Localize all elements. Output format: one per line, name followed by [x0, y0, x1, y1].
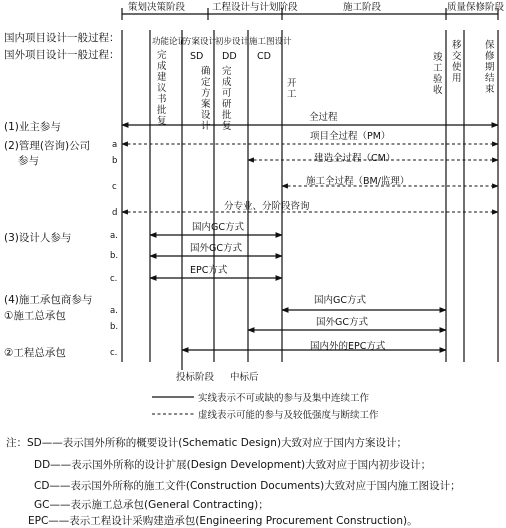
row-letter: b.	[110, 251, 119, 261]
legend-dashed-text: 虚线表示可能的参与及较低强度与断续工作	[198, 410, 379, 421]
milestone-1: 完成建议书批复	[157, 50, 167, 127]
label-gc-foreign: 国外GC方式	[190, 243, 242, 254]
note-sd: 注：SD——表示国外所称的概要设计(Schematic Design)大致对应于国内方案设计；	[6, 437, 408, 449]
row-letter: a.	[110, 231, 118, 241]
milestone-2: 确定方案设计	[201, 66, 211, 132]
note-gc: GC——表示施工总承包(General Contracting)；	[34, 499, 269, 511]
participant-mgmt-2: 参与	[18, 155, 39, 167]
row-letter: c.	[110, 274, 118, 284]
milestone-5: 竣工验收	[433, 52, 443, 96]
row-letter: c	[112, 182, 117, 192]
mark-awarded: 中标后	[230, 372, 259, 383]
milestone-7: 保修期结束	[485, 40, 495, 95]
col-feasibility: 功能论证	[152, 37, 187, 47]
note-cd: CD——表示国外所称的施工文件(Construction Documents)大致对应于国内施工图设计；	[34, 480, 461, 492]
participant-mgmt-1: (2)管理(咨询)公司	[4, 140, 91, 152]
label-epc: EPC方式	[190, 265, 228, 276]
row-letter: d	[112, 208, 118, 218]
process-domestic: 国内项目设计一般过程：	[4, 32, 120, 44]
process-foreign: 国外项目设计一般过程：	[4, 49, 120, 61]
phase-planning: 策划决策阶段	[128, 2, 186, 13]
label-gc-foreign-2: 国外GC方式	[316, 317, 368, 328]
col-sd: SD	[190, 51, 204, 62]
participant-contractor-3: ②工程总承包	[4, 347, 66, 359]
note-dd: DD——表示国外所称的设计扩展(Design Development)大致对应于国内初步设计；	[34, 459, 432, 471]
label-sub-consult: 分专业、分阶段咨询	[224, 201, 310, 212]
phase-design: 工程设计与计划阶段	[212, 2, 298, 13]
participant-contractor-1: (4)施工承包商参与	[4, 294, 93, 306]
note-epc: EPC——表示工程设计采购建造承包(Engineering Procurement Construction)。	[28, 515, 418, 527]
row-letter: a	[112, 140, 118, 150]
label-full-process: 全过程	[309, 112, 338, 123]
row-letter: b	[112, 156, 118, 166]
label-cm: 建造全过程（CM）	[314, 153, 396, 164]
label-pm: 项目全过程（PM）	[310, 131, 391, 142]
participant-owner: (1)业主参与	[4, 121, 61, 133]
label-gc-domestic-2: 国内GC方式	[314, 295, 366, 306]
row-letter: c.	[110, 348, 118, 358]
participant-designer: (3)设计人参与	[4, 232, 72, 244]
milestone-4: 开工	[287, 78, 297, 100]
milestone-3: 完成可研批复	[222, 66, 232, 132]
milestone-6: 移交使用	[452, 40, 462, 84]
phase-warranty: 质量保修阶段	[447, 2, 505, 13]
col-scheme: 方案设计	[183, 37, 218, 47]
col-cd: CD	[257, 51, 271, 62]
col-dd: DD	[222, 51, 237, 62]
row-letter: b.	[110, 322, 119, 332]
label-gc-domestic: 国内GC方式	[192, 222, 244, 233]
participant-contractor-2: ①施工总承包	[4, 310, 66, 322]
col-drawing: 施工图设计	[249, 37, 292, 47]
label-bm: 施工全过程（BM/监理）	[306, 176, 410, 187]
label-epc-2: 国内外的EPC方式	[310, 341, 386, 352]
mark-bid: 投标阶段	[176, 372, 215, 383]
col-preliminary: 初步设计	[215, 37, 250, 47]
phase-construction: 施工阶段	[343, 2, 382, 13]
legend-solid-text: 实线表示不可或缺的参与及集中连续工作	[198, 393, 370, 404]
row-letter: a.	[110, 306, 118, 316]
